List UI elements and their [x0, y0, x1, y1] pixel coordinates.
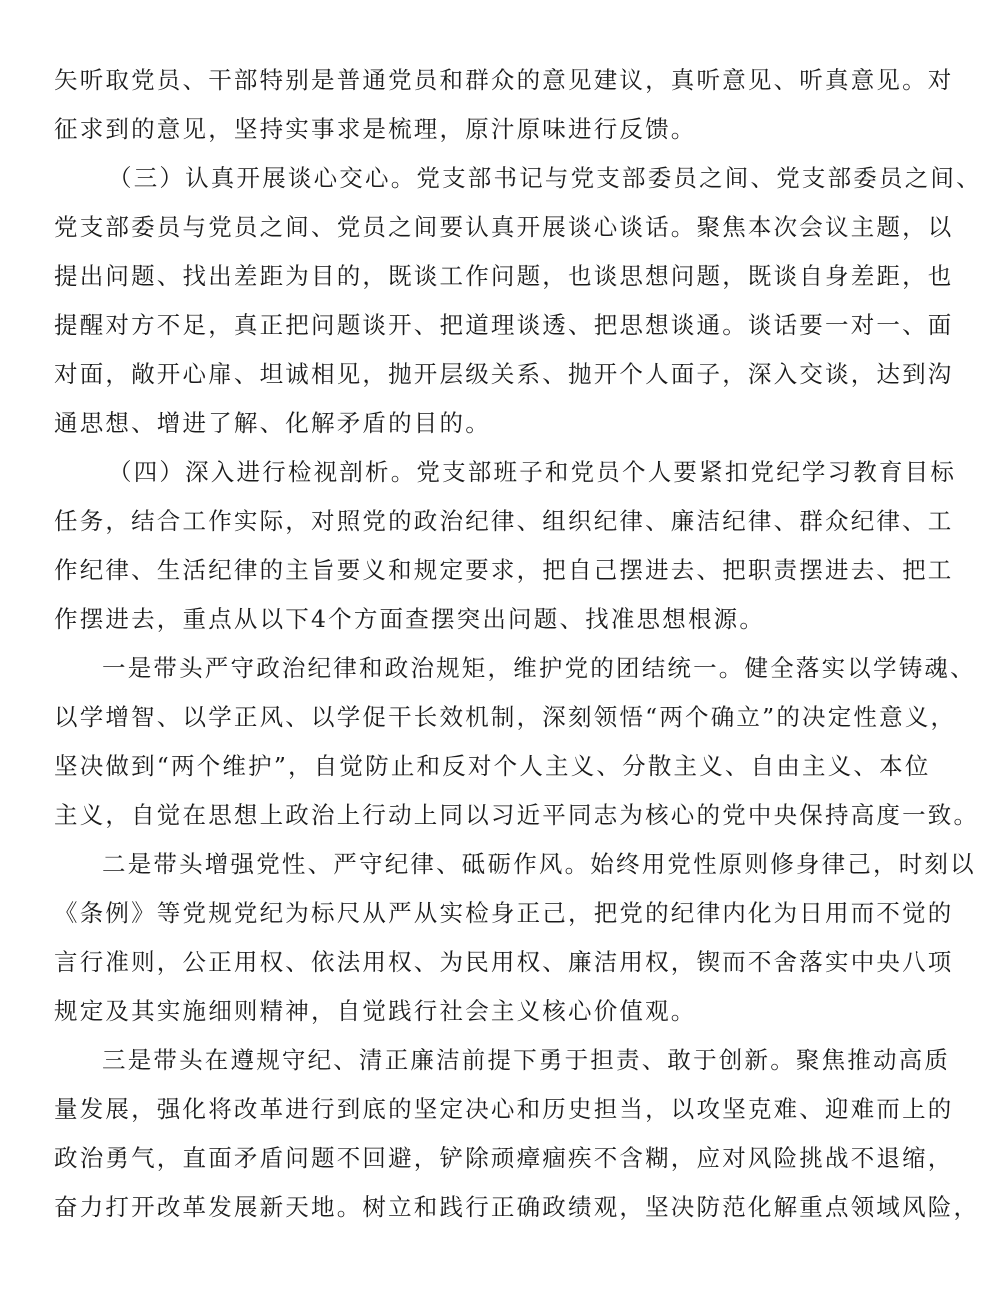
- text-line: 作纪律、生活纪律的主旨要义和规定要求，把自己摆进去、把职责摆进去、把工: [54, 556, 954, 584]
- paragraph-start-line: 三是带头在遵规守纪、清正廉洁前提下勇于担责、敢于创新。聚焦推动高质: [102, 1046, 951, 1074]
- text-line: 主义，自觉在思想上政治上行动上同以习近平同志为核心的党中央保持高度一致。: [54, 801, 980, 829]
- text-line: 提出问题、找出差距为目的，既谈工作问题，也谈思想问题，既谈自身差距，也: [54, 262, 954, 290]
- text-line: 对面，敞开心扉、坦诚相见，抛开层级关系、抛开个人面子，深入交谈，达到沟: [54, 360, 954, 388]
- paragraph-start-line: 一是带头严守政治纪律和政治规矩，维护党的团结统一。健全落实以学铸魂、: [102, 654, 976, 682]
- text-line: 量发展，强化将改革进行到底的坚定决心和历史担当，以攻坚克难、迎难而上的: [54, 1095, 954, 1123]
- text-line: 奋力打开改革发展新天地。树立和践行正确政绩观，坚决防范化解重点领域风险，: [54, 1193, 980, 1221]
- text-line: 通思想、增进了解、化解矛盾的目的。: [54, 409, 491, 437]
- text-line: 《条例》等党规党纪为标尺从严从实检身正己，把党的纪律内化为日用而不觉的: [54, 899, 954, 927]
- text-line: 以学增智、以学正风、以学促干长效机制，深刻领悟“两个确立”的决定性意义，: [54, 703, 957, 731]
- text-line: 规定及其实施细则精神，自觉践行社会主义核心价值观。: [54, 997, 697, 1025]
- text-line: 矢听取党员、干部特别是普通党员和群众的意见建议，真听意见、听真意见。对: [54, 66, 954, 94]
- document-body: [54, 56, 982, 1232]
- section-heading-line: （四）深入进行检视剖析。党支部班子和党员个人要紧扣党纪学习教育目标: [108, 458, 957, 486]
- text-line: 政治勇气，直面矛盾问题不回避，铲除顽瘴痼疾不含糊，应对风险挑战不退缩，: [54, 1144, 954, 1172]
- text-line: 提醒对方不足，真正把问题谈开、把道理谈透、把思想谈通。谈话要一对一、面: [54, 311, 954, 339]
- paragraph-start-line: 二是带头增强党性、严守纪律、砥砺作风。始终用党性原则修身律己，时刻以: [102, 850, 976, 878]
- text-line: 任务，结合工作实际，对照党的政治纪律、组织纪律、廉洁纪律、群众纪律、工: [54, 507, 954, 535]
- text-line: 征求到的意见，坚持实事求是梳理，原汁原味进行反馈。: [54, 115, 697, 143]
- text-line: 党支部委员与党员之间、党员之间要认真开展谈心谈话。聚焦本次会议主题，以: [54, 213, 954, 241]
- text-line: 言行准则，公正用权、依法用权、为民用权、廉洁用权，锲而不舍落实中央八项: [54, 948, 954, 976]
- text-line: 坚决做到“两个维护”，自觉防止和反对个人主义、分散主义、自由主义、本位: [54, 752, 931, 780]
- section-heading-line: （三）认真开展谈心交心。党支部书记与党支部委员之间、党支部委员之间、: [108, 164, 982, 192]
- text-line: 作摆进去，重点从以下4个方面查摆突出问题、找准思想根源。: [54, 605, 766, 633]
